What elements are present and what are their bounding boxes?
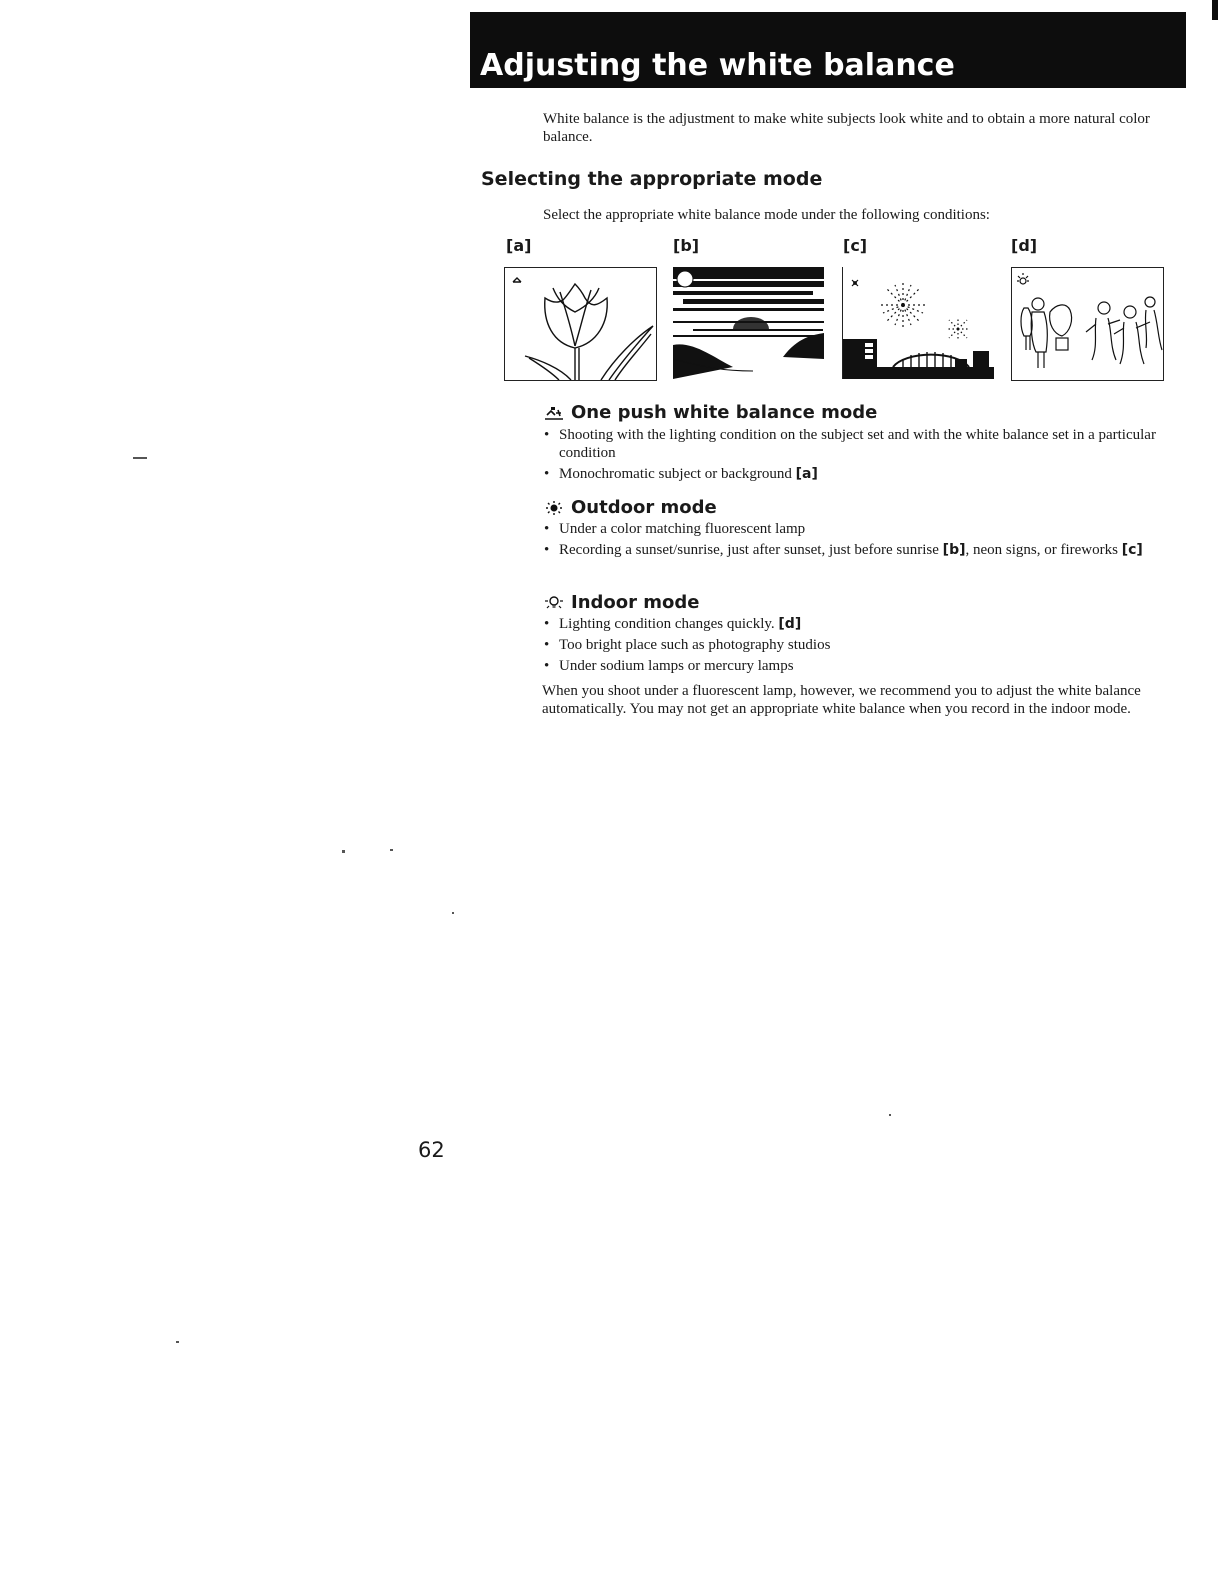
tulip-illustration [505,268,656,380]
list-item: • Monochromatic subject or background [a] [544,466,818,482]
section-lead: Select the appropriate white balance mode under the following conditions: [543,207,990,223]
one-push-conditions-list [543,426,1163,486]
figure-ref: [b] [942,542,966,558]
outdoor-conditions-list [543,520,1163,562]
scan-speck [176,1341,179,1343]
section-heading: Selecting the appropriate mode [481,168,823,190]
figure-ref: [a] [795,466,818,482]
indoor-conditions-list [543,615,1163,678]
figure-b-sunset [673,267,824,379]
figure-label-b: [b] [673,236,700,255]
figure-d-people [1011,267,1164,381]
edge-mark [1212,0,1218,20]
indoor-mode-title: Indoor mode [571,592,700,613]
page-number: 62 [418,1138,445,1162]
scan-speck [889,1114,891,1116]
indoor-mode-note: When you shoot under a fluorescent lamp, however, we recommend you to adjust the white balance automatically. You may not get an appropriate white balance when you record in the indoor mode. [542,683,1141,717]
light-bulb-icon [543,595,565,611]
figure-a-tulip [504,267,657,381]
figure-label-a: [a] [506,236,532,255]
list-item: • Too bright place such as photography studios [544,637,831,653]
list-item: • Shooting with the lighting condition on the subject set and with the white balance set in a particular condition [544,427,1156,461]
figure-label-c: [c] [843,236,868,255]
list-item: • Lighting condition changes quickly. [d] [544,616,802,632]
list-item: • Under sodium lamps or mercury lamps [544,658,794,674]
scan-speck [133,457,147,459]
scan-speck [390,849,393,851]
one-push-mode-heading [543,402,877,424]
scan-speck [452,912,454,914]
people-illustration [1012,268,1163,380]
figure-label-d: [d] [1011,236,1038,255]
sunset-illustration [673,267,824,379]
indoor-mode-heading [543,592,700,614]
sun-icon [543,500,565,516]
fireworks-illustration [843,267,994,379]
list-item: • Under a color matching fluorescent lamp [544,521,806,537]
outdoor-mode-title: Outdoor mode [571,497,717,518]
intro-paragraph: White balance is the adjustment to make white subjects look white and to obtain a more natural color balance. [543,111,1150,145]
page-title: Adjusting the white balance [480,48,955,83]
figure-c-fireworks [842,267,994,379]
figure-ref: [c] [1121,542,1143,558]
figure-ref: [d] [778,616,802,632]
one-push-mode-title: One push white balance mode [571,402,878,423]
scan-speck [342,850,345,853]
list-item: • Recording a sunset/sunrise, just after sunset, just before sunrise [b], neon signs, or fireworks [c] [544,542,1143,558]
outdoor-mode-heading [543,497,717,519]
one-push-white-balance-icon [543,405,565,421]
